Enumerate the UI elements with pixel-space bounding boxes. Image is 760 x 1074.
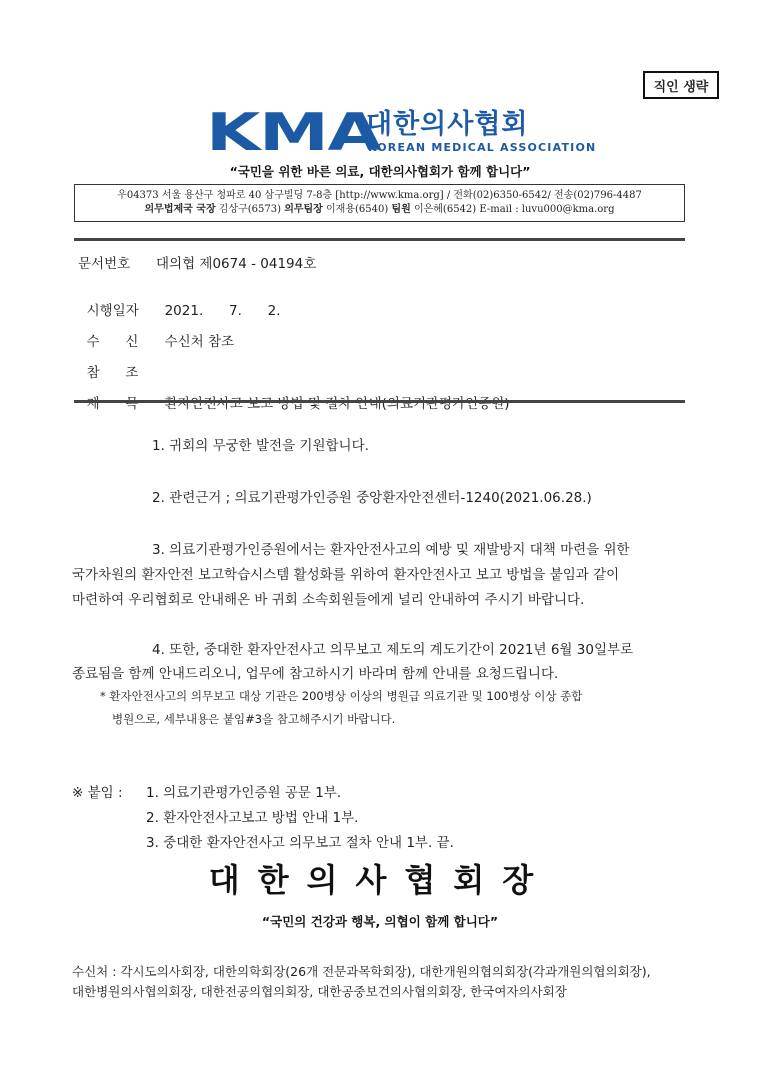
footnote-line: 병원으로, 세부내용은 붙임#3을 참고해주시기 바랍니다.	[112, 712, 396, 726]
contact-label: 팀원	[391, 204, 411, 215]
attachment-item: 1. 의료기관평가인증원 공문 1부.	[146, 785, 342, 801]
footer-slogan: “국민의 건강과 행복, 의협이 함께 합니다”	[261, 914, 499, 929]
seal-omitted-stamp: 직인 생략	[643, 71, 719, 99]
recipient-label: 수 신	[86, 334, 139, 350]
divider	[74, 400, 685, 403]
attachments-label: ※ 붙임 :	[72, 785, 123, 801]
contact-label: 의무팀장	[284, 204, 323, 215]
contact-line	[75, 203, 684, 217]
signatory-title: 대한의사협회장	[208, 861, 552, 899]
logo-korean-name: 대한의사협회	[366, 109, 529, 140]
contact-value: 이재용(6540)	[322, 204, 392, 215]
paragraph-1: 1. 귀회의 무궁한 발전을 기원합니다.	[152, 438, 369, 454]
reference-label: 참 조	[86, 365, 139, 381]
recipients-line: 대한병원의사협의회장, 대한전공의협의회장, 대한공중보건의사협의회장, 한국여자의사회장	[72, 984, 567, 999]
divider	[74, 238, 685, 241]
paragraph-4-line: 4. 또한, 중대한 환자안전사고 의무보고 제도의 계도기간이 2021년 6월 30일부로	[152, 642, 634, 658]
date-label: 시행일자	[86, 303, 139, 319]
header-slogan: “국민을 위한 바른 의료, 대한의사협회가 함께 합니다”	[229, 164, 531, 179]
contact-value: 김상구(6573)	[215, 204, 285, 215]
kma-logo: KMA	[206, 103, 381, 163]
doc-number-row	[78, 252, 316, 272]
attachment-item: 2. 환자안전사고보고 방법 안내 1부.	[146, 810, 359, 826]
logo-english-name: KOREAN MEDICAL ASSOCIATION	[368, 141, 597, 154]
subject-label: 제 목	[86, 396, 139, 412]
footnote-line: * 환자안전사고의 의무보고 대상 기관은 200병상 이상의 병원급 의료기관 및 100병상 이상 종합	[100, 689, 583, 703]
paragraph-3-line: 국가차원의 환자안전 보고학습시스템 활성화를 위하여 환자안전사고 보고 방법을 붙임과 같이	[72, 567, 620, 583]
doc-number-label: 문서번호	[78, 256, 131, 272]
paragraph-3-line: 3. 의료기관평가인증원에서는 환자안전사고의 예방 및 재발방지 대책 마련을 위한	[152, 542, 630, 558]
paragraph-3-line: 마련하여 우리협회로 안내해온 바 귀회 소속회원들에게 널리 안내하여 주시기 바랍니다.	[72, 592, 585, 608]
paragraph-2: 2. 관련근거 ; 의료기관평가인증원 중앙환자안전센터-1240(2021.06.28.)	[152, 490, 592, 506]
address-line: 우04373 서울 용산구 청파로 40 삼구빌딩 7-8층 [http://www.kma.org] / 전화(02)6350-6542/ 전송(02)796-4487	[117, 190, 642, 201]
subject: 환자안전사고 보고 방법 및 절차 안내(의료기관평가인증원)	[164, 396, 510, 412]
recipient: 수신처 참조	[164, 334, 235, 350]
contact-label: 의무법제국 국장	[144, 204, 216, 215]
attachment-item: 3. 중대한 환자안전사고 의무보고 절차 안내 1부. 끝.	[146, 835, 454, 851]
doc-number: 대의협 제0674 - 04194호	[156, 256, 317, 272]
contact-value: 이은혜(6542) E-mail : luvu000@kma.org	[410, 204, 615, 215]
paragraph-4-line: 종료됨을 함께 안내드리오니, 업무에 참고하시기 바라며 함께 안내를 요청드립니다.	[72, 666, 559, 682]
recipients-line: 수신처 : 각시도의사회장, 대한의학회장(26개 전문과목학회장), 대한개원의협의회장(각과개원의협의회장),	[72, 964, 651, 979]
subject-row	[78, 376, 510, 412]
address-box	[74, 184, 685, 222]
date: 2021. 7. 2.	[164, 303, 281, 319]
